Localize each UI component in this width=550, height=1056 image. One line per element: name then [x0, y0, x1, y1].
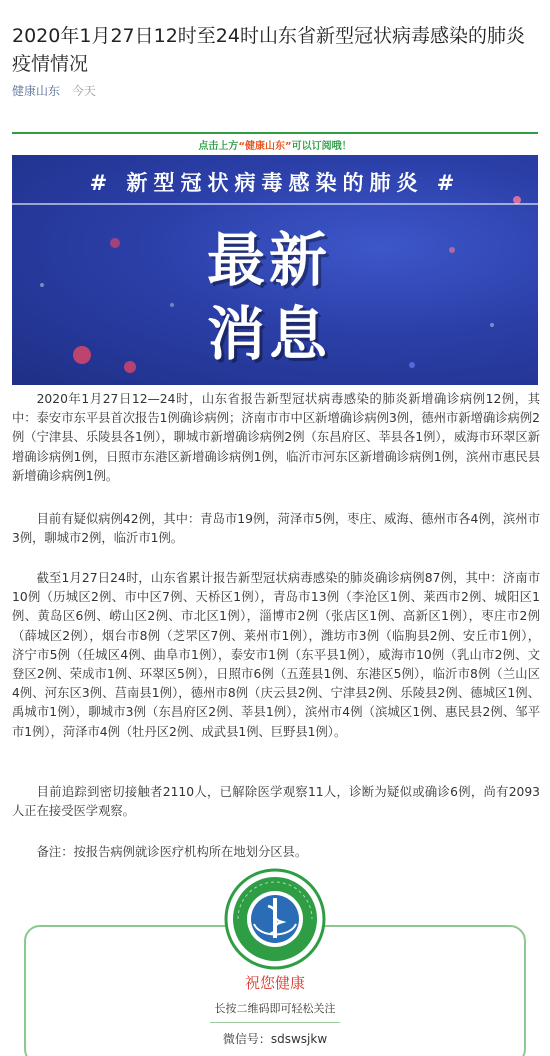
banner-divider	[12, 203, 538, 205]
publish-date: 今天	[71, 84, 96, 98]
banner-headline: # 新型冠状病毒感染的肺炎 #	[89, 171, 461, 195]
wechat-id: 微信号：sdswsjkw	[222, 1032, 328, 1046]
subscribe-suffix: 可以订阅哦！	[291, 141, 352, 152]
wish-text: 祝您健康	[244, 974, 305, 992]
account-link[interactable]: 健康山东	[12, 84, 61, 98]
banner-title-line1: 最新	[207, 226, 332, 294]
banner-title-line2: 消息	[207, 300, 332, 368]
subscribe-bar	[12, 132, 538, 150]
subscribe-prefix: 点击上方	[198, 141, 239, 152]
subscribe-hint	[12, 137, 538, 152]
news-banner-image	[12, 155, 538, 385]
paragraph-cumulative: 截至1月27日24时，山东省累计报告新型冠状病毒感染的肺炎确诊病例87例，其中：济南市10例（历城区2例、市中区7例、天桥区1例），青岛市13例（李沧区1例、莱西市2例、城阳区1例、黄岛区6例、崂山区2例、市北区1例），淄博市2例（张店区1例、高新区1例），枣庄市2例（薛城区2例），烟台市8例（芝罘区7例、莱州市1例），潍坊市3例（临朐县2例、安丘市1例），济宁市5例（任城区4例、曲阜市1例），泰安市1例（东平县1例），威海市10例（乳山市2例、文登区2例、荣成市1例、环翠区5例），日照市6例（五莲县1例、东港区5例），临沂市8例（兰山区4例、河东区3例、莒南县1例），德州市8例（庆云县2例、宁津县2例、乐陵县2例、德城区1例、禹城市1例），聊城市3例（东昌府区2例、莘县1例），滨州市4例（滨城区1例、惠民县2例、邹平市1例），菏泽市4例（牡丹区2例、成武县1例、巨野县1例）。	[12, 571, 540, 739]
article-meta	[12, 82, 96, 99]
paragraph-new-cases: 2020年1月27日12—24时，山东省报告新型冠状病毒感染的肺炎新增确诊病例12例，其中：泰安市东平县首次报告1例确诊病例；济南市市中区新增确诊病例3例，德州市新增确诊病例2例（宁津县、乐陵县各1例），聊城市新增确诊病例2例（东昌府区、莘县各1例），威海市环翠区新增确诊病例1例，日照市东港区新增确诊病例1例，临沂市河东区新增确诊病例1例，滨州市惠民县新增确诊病例1例。	[12, 392, 540, 483]
follow-hint: 长按二维码即可轻松关注	[214, 1002, 336, 1015]
paragraph-contacts: 目前追踪到密切接触者2110人，已解除医学观察11人，诊断为疑似或确诊6例，尚有2093人正在接受医学观察。	[12, 785, 540, 819]
subscribe-account[interactable]: “健康山东”	[238, 141, 292, 152]
paragraph-suspected: 目前有疑似病例42例，其中：青岛市19例，菏泽市5例，枣庄、威海、德州市各4例，滨州市3例，聊城市2例，临沂市1例。	[12, 512, 540, 546]
health-commission-emblem-icon	[224, 868, 326, 970]
article-title: 2020年1月27日12时至24时山东省新型冠状病毒感染的肺炎疫情情况	[12, 25, 525, 75]
paragraph-note: 备注：按报告病例就诊医疗机构所在地划分区县。	[36, 845, 308, 859]
footer-divider	[210, 1022, 340, 1023]
